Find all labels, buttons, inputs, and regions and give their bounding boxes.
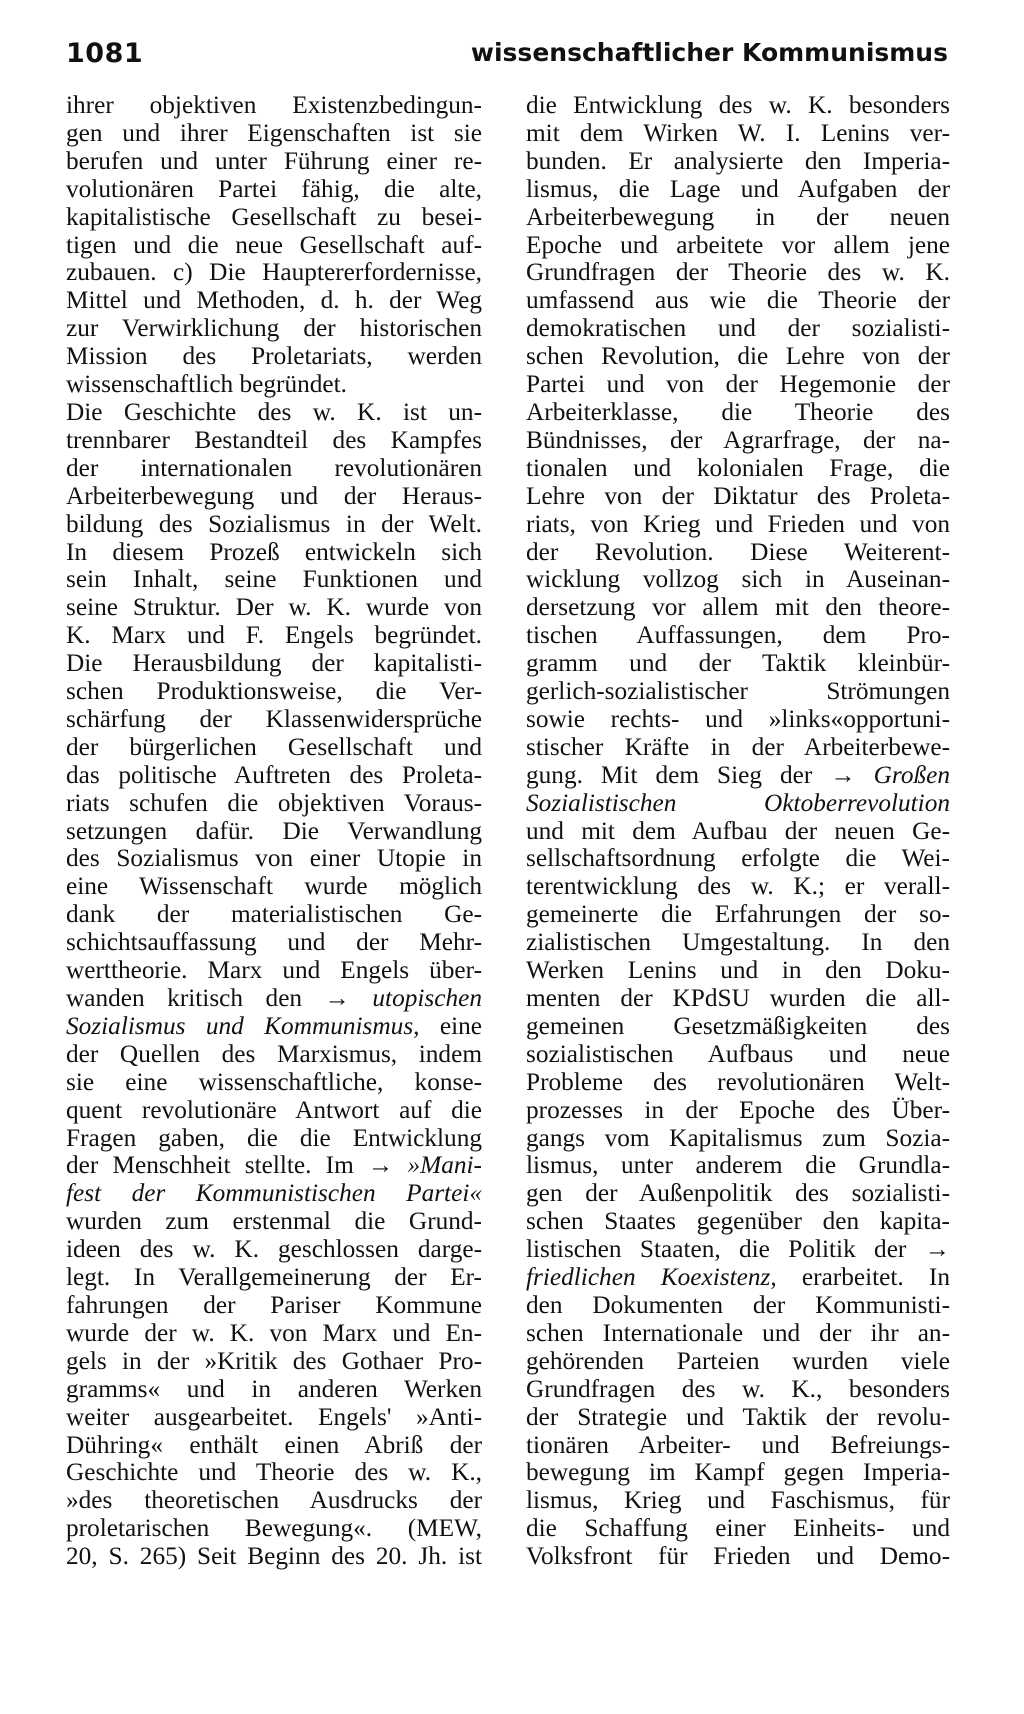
text-segment: erarbeitet. In	[776, 1263, 950, 1292]
text-segment: zubauen. c) Die Hauptererfordernisse,	[66, 258, 482, 287]
text-segment: lismus, die Lage und Aufgaben der	[526, 174, 950, 203]
text-line	[526, 232, 950, 260]
text-segment: demokratischen und der sozialisti-	[526, 314, 950, 343]
text-line	[526, 845, 950, 873]
text-segment: dank der materialistischen Ge-	[66, 900, 482, 929]
italic-text-segment: Sozialistischen Oktoberrevolution	[526, 788, 950, 817]
text-segment: der Strategie und Taktik der revolu-	[526, 1402, 950, 1431]
text-line	[526, 1404, 950, 1432]
text-segment: gramm und der Taktik kleinbür-	[526, 649, 950, 678]
text-line	[526, 1543, 950, 1571]
text-line	[526, 511, 950, 539]
text-line	[526, 176, 950, 204]
text-segment: der internationalen revolutionären	[66, 453, 482, 482]
text-segment: kapitalistische Gesellschaft zu besei-	[66, 202, 482, 231]
text-segment: gemeinen Gesetzmäßigkeiten des	[526, 1011, 950, 1040]
italic-text-segment: Sozialismus und Kommunismus,	[66, 1011, 420, 1040]
text-segment: Die Herausbildung der kapitalisti-	[66, 649, 482, 678]
text-segment: dersetzung vor allem mit den theore-	[526, 593, 950, 622]
text-segment: eine Wissenschaft wurde möglich	[66, 872, 482, 901]
text-segment: lismus, unter anderem die Grundla-	[526, 1151, 950, 1180]
text-segment: Volksfront für Frieden und Demo-	[526, 1542, 950, 1571]
italic-text-segment: »Mani-	[407, 1151, 482, 1180]
text-line	[66, 790, 482, 818]
text-line	[526, 1180, 950, 1208]
text-line	[526, 1320, 950, 1348]
text-segment: In diesem Prozeß entwickeln sich	[66, 537, 482, 566]
text-line	[66, 92, 482, 120]
text-line	[66, 1069, 482, 1097]
text-line	[526, 455, 950, 483]
text-line	[66, 734, 482, 762]
text-line	[526, 1515, 950, 1543]
text-column-left	[66, 92, 482, 1571]
text-segment: zur Verwirklichung der historischen	[66, 314, 482, 343]
text-segment: die Schaffung einer Einheits- und	[526, 1514, 950, 1543]
text-line	[526, 120, 950, 148]
text-line	[526, 1432, 950, 1460]
text-segment: riats, von Krieg und Frieden und von	[526, 509, 950, 538]
text-segment: 20, S. 265) Seit Beginn des 20. Jh. ist	[66, 1542, 482, 1571]
text-line	[66, 901, 482, 929]
text-line	[66, 985, 482, 1013]
text-column-right	[526, 92, 950, 1571]
text-segment: sein Inhalt, seine Funktionen und	[66, 565, 482, 594]
text-segment: listischen Staaten, die Politik der →	[526, 1235, 950, 1264]
text-line	[526, 1487, 950, 1515]
text-segment: wicklung vollzog sich in Auseinan-	[526, 565, 950, 594]
text-segment: zialistischen Umgestaltung. In den	[526, 928, 950, 957]
text-line	[66, 594, 482, 622]
text-segment: bildung des Sozialismus in der Welt.	[66, 509, 482, 538]
page-header	[66, 38, 948, 78]
text-segment: K. Marx und F. Engels begründet.	[66, 621, 482, 650]
text-segment: tischen Auffassungen, dem Pro-	[526, 621, 950, 650]
text-segment: berufen und unter Führung einer re-	[66, 146, 482, 175]
text-line	[66, 232, 482, 260]
text-line	[66, 1292, 482, 1320]
text-line	[66, 148, 482, 176]
text-line	[66, 929, 482, 957]
text-line	[66, 1097, 482, 1125]
text-segment: quent revolutionäre Antwort auf die	[66, 1095, 482, 1124]
text-line	[526, 901, 950, 929]
text-line	[526, 287, 950, 315]
text-segment: tionalen und kolonialen Frage, die	[526, 453, 950, 482]
text-segment: gels in der »Kritik des Gothaer Pro-	[66, 1346, 482, 1375]
text-segment: ideen des w. K. geschlossen darge-	[66, 1235, 482, 1264]
text-segment: eine	[419, 1011, 482, 1040]
text-line	[526, 1152, 950, 1180]
text-line	[526, 929, 950, 957]
text-line	[526, 706, 950, 734]
text-segment: wissenschaftlich begründet.	[66, 370, 347, 399]
text-segment: gramms« und in anderen Werken	[66, 1374, 482, 1403]
text-segment: sie eine wissenschaftliche, konse-	[66, 1067, 482, 1096]
text-line	[526, 1041, 950, 1069]
text-line	[66, 483, 482, 511]
text-segment: der Revolution. Diese Weiterent-	[526, 537, 950, 566]
text-segment: wurde der w. K. von Marx und En-	[66, 1318, 482, 1347]
text-line	[66, 455, 482, 483]
text-line	[66, 1487, 482, 1515]
text-segment: Epoche und arbeitete vor allem jene	[526, 230, 950, 259]
text-line	[66, 399, 482, 427]
text-segment: Die Geschichte des w. K. ist un-	[66, 397, 482, 426]
text-line	[526, 315, 950, 343]
text-segment: legt. In Verallgemeinerung der Er-	[66, 1263, 482, 1292]
text-segment: gangs vom Kapitalismus zum Sozia-	[526, 1123, 950, 1152]
text-segment: stischer Kräfte in der Arbeiterbewe-	[526, 732, 950, 761]
text-line	[526, 957, 950, 985]
text-segment: tionären Arbeiter- und Befreiungs-	[526, 1430, 950, 1459]
running-head: wissenschaftlicher Kommunismus	[470, 38, 948, 67]
text-segment: den Dokumenten der Kommunisti-	[526, 1290, 950, 1319]
text-line	[66, 371, 482, 399]
text-segment: Grundfragen der Theorie des w. K.	[526, 258, 950, 287]
text-line	[526, 1292, 950, 1320]
text-line	[526, 818, 950, 846]
text-segment: mit dem Wirken W. I. Lenins ver-	[526, 118, 950, 147]
text-line	[66, 678, 482, 706]
text-line	[526, 483, 950, 511]
text-line	[526, 678, 950, 706]
text-line	[66, 511, 482, 539]
text-line	[66, 818, 482, 846]
text-line	[526, 539, 950, 567]
text-line	[66, 1208, 482, 1236]
text-segment: sozialistischen Aufbaus und neue	[526, 1039, 950, 1068]
text-segment: schärfung der Klassenwidersprüche	[66, 704, 482, 733]
text-segment: gen und ihrer Eigenschaften ist sie	[66, 118, 482, 147]
text-line	[66, 1180, 482, 1208]
text-line	[66, 539, 482, 567]
text-segment: Bündnisses, der Agrarfrage, der na-	[526, 425, 950, 454]
text-line	[66, 1515, 482, 1543]
text-segment: Mittel und Methoden, d. h. der Weg	[66, 286, 482, 315]
text-segment: schen Staates gegenüber den kapita-	[526, 1207, 950, 1236]
text-line	[66, 1320, 482, 1348]
text-segment: die Entwicklung des w. K. besonders	[526, 91, 950, 119]
text-line	[66, 957, 482, 985]
text-line	[66, 1264, 482, 1292]
text-line	[526, 873, 950, 901]
text-segment: weiter ausgearbeitet. Engels' »Anti-	[66, 1402, 482, 1431]
text-segment: Geschichte und Theorie des w. K.,	[66, 1458, 482, 1487]
italic-text-segment: fest der Kommunistischen Partei«	[66, 1179, 482, 1208]
text-segment: umfassend aus wie die Theorie der	[526, 286, 950, 315]
text-segment: des Sozialismus von einer Utopie in	[66, 844, 482, 873]
text-segment: Fragen gaben, die die Entwicklung	[66, 1123, 482, 1152]
text-line	[526, 259, 950, 287]
text-segment: Arbeiterbewegung in der neuen	[526, 202, 950, 231]
text-segment: und mit dem Aufbau der neuen Ge-	[526, 816, 950, 845]
text-segment: gehörenden Parteien wurden viele	[526, 1346, 950, 1375]
text-segment: seine Struktur. Der w. K. wurde von	[66, 593, 482, 622]
text-segment: Arbeiterklasse, die Theorie des	[526, 397, 950, 426]
text-line	[66, 1236, 482, 1264]
text-line	[526, 1013, 950, 1041]
text-line	[66, 176, 482, 204]
text-segment: wanden kritisch den →	[66, 984, 373, 1012]
text-line	[526, 148, 950, 176]
text-segment: bewegung im Kampf gegen Imperia-	[526, 1458, 950, 1487]
text-segment: Arbeiterbewegung und der Heraus-	[66, 481, 482, 510]
text-line	[66, 1013, 482, 1041]
text-line	[526, 343, 950, 371]
text-line	[526, 734, 950, 762]
text-line	[66, 1041, 482, 1069]
text-line	[526, 1264, 950, 1292]
text-segment: schen Internationale und der ihr an-	[526, 1318, 950, 1347]
text-segment: gung. Mit dem Sieg der →	[526, 760, 874, 789]
text-segment: fahrungen der Pariser Kommune	[66, 1290, 482, 1319]
text-line	[66, 1376, 482, 1404]
text-line	[66, 1348, 482, 1376]
text-line	[66, 1125, 482, 1153]
text-line	[526, 985, 950, 1013]
text-segment: Werken Lenins und in den Doku-	[526, 956, 950, 985]
text-line	[66, 1152, 482, 1180]
text-line	[66, 343, 482, 371]
text-segment: Lehre von der Diktatur des Proleta-	[526, 481, 950, 510]
text-segment: der Menschheit stellte. Im →	[66, 1151, 408, 1180]
text-segment: schichtsauffassung und der Mehr-	[66, 928, 482, 957]
text-line	[526, 566, 950, 594]
text-line	[526, 1459, 950, 1487]
text-segment: bunden. Er analysierte den Imperia-	[526, 146, 950, 175]
text-segment: Probleme des revolutionären Welt-	[526, 1067, 950, 1096]
text-segment: gerlich-sozialistischer Strömungen	[526, 677, 950, 706]
text-segment: lismus, Krieg und Faschismus, für	[526, 1486, 950, 1515]
text-line	[66, 1459, 482, 1487]
text-line	[526, 762, 950, 790]
text-segment: gen der Außenpolitik des sozialisti-	[526, 1179, 950, 1208]
text-segment: schen Revolution, die Lehre von der	[526, 342, 950, 371]
text-line	[66, 650, 482, 678]
text-line	[66, 873, 482, 901]
text-segment: sellschaftsordnung erfolgte die Wei-	[526, 844, 950, 873]
text-line	[526, 371, 950, 399]
text-segment: tigen und die neue Gesellschaft auf-	[66, 230, 482, 259]
text-line	[66, 315, 482, 343]
text-line	[526, 1236, 950, 1264]
text-segment: das politische Auftreten des Proleta-	[66, 760, 482, 789]
text-segment: riats schufen die objektiven Voraus-	[66, 788, 482, 817]
text-segment: »des theoretischen Ausdrucks der	[66, 1486, 482, 1515]
text-line	[66, 427, 482, 455]
text-line	[526, 204, 950, 232]
text-segment: menten der KPdSU wurden die all-	[526, 984, 950, 1012]
text-line	[66, 845, 482, 873]
text-segment: Grundfragen des w. K., besonders	[526, 1374, 950, 1403]
text-line	[526, 399, 950, 427]
text-segment: werttheorie. Marx und Engels über-	[66, 956, 482, 985]
italic-text-segment: friedlichen Koexistenz,	[526, 1263, 777, 1292]
text-segment: prozesses in der Epoche des Über-	[526, 1095, 950, 1124]
text-segment: der Quellen des Marxismus, indem	[66, 1039, 482, 1068]
text-segment: schen Produktionsweise, die Ver-	[66, 677, 482, 706]
text-line	[526, 790, 950, 818]
text-segment: trennbarer Bestandteil des Kampfes	[66, 425, 482, 454]
text-line	[526, 622, 950, 650]
text-line	[66, 259, 482, 287]
text-line	[526, 1348, 950, 1376]
text-line	[526, 1208, 950, 1236]
text-line	[526, 427, 950, 455]
text-segment: ihrer objektiven Existenzbedingun-	[66, 91, 482, 119]
text-segment: gemeinerte die Erfahrungen der so-	[526, 900, 950, 929]
text-line	[526, 594, 950, 622]
text-line	[66, 622, 482, 650]
text-line	[526, 92, 950, 120]
text-segment: wurden zum erstenmal die Grund-	[66, 1207, 482, 1236]
text-segment: volutionären Partei fähig, die alte,	[66, 174, 482, 203]
text-line	[526, 650, 950, 678]
text-segment: Mission des Proletariats, werden	[66, 342, 482, 371]
text-line	[66, 1404, 482, 1432]
text-line	[526, 1125, 950, 1153]
text-line	[66, 762, 482, 790]
text-line	[66, 204, 482, 232]
text-line	[526, 1097, 950, 1125]
text-line	[526, 1376, 950, 1404]
text-segment: Dühring« enthält einen Abriß der	[66, 1430, 482, 1459]
text-segment: setzungen dafür. Die Verwandlung	[66, 816, 482, 845]
text-line	[66, 1432, 482, 1460]
page-number: 1081	[66, 38, 144, 69]
italic-text-segment: Großen	[873, 760, 950, 789]
text-line	[66, 1543, 482, 1571]
text-segment: terentwicklung des w. K.; er verall-	[526, 872, 950, 901]
text-segment: sowie rechts- und »links«opportuni-	[526, 704, 950, 733]
text-line	[66, 287, 482, 315]
text-line	[526, 1069, 950, 1097]
text-segment: der bürgerlichen Gesellschaft und	[66, 732, 482, 761]
text-line	[66, 566, 482, 594]
text-segment: proletarischen Bewegung«. (MEW,	[66, 1514, 482, 1543]
italic-text-segment: utopischen	[372, 984, 482, 1012]
text-segment: Partei und von der Hegemonie der	[526, 370, 950, 399]
text-line	[66, 706, 482, 734]
text-line	[66, 120, 482, 148]
